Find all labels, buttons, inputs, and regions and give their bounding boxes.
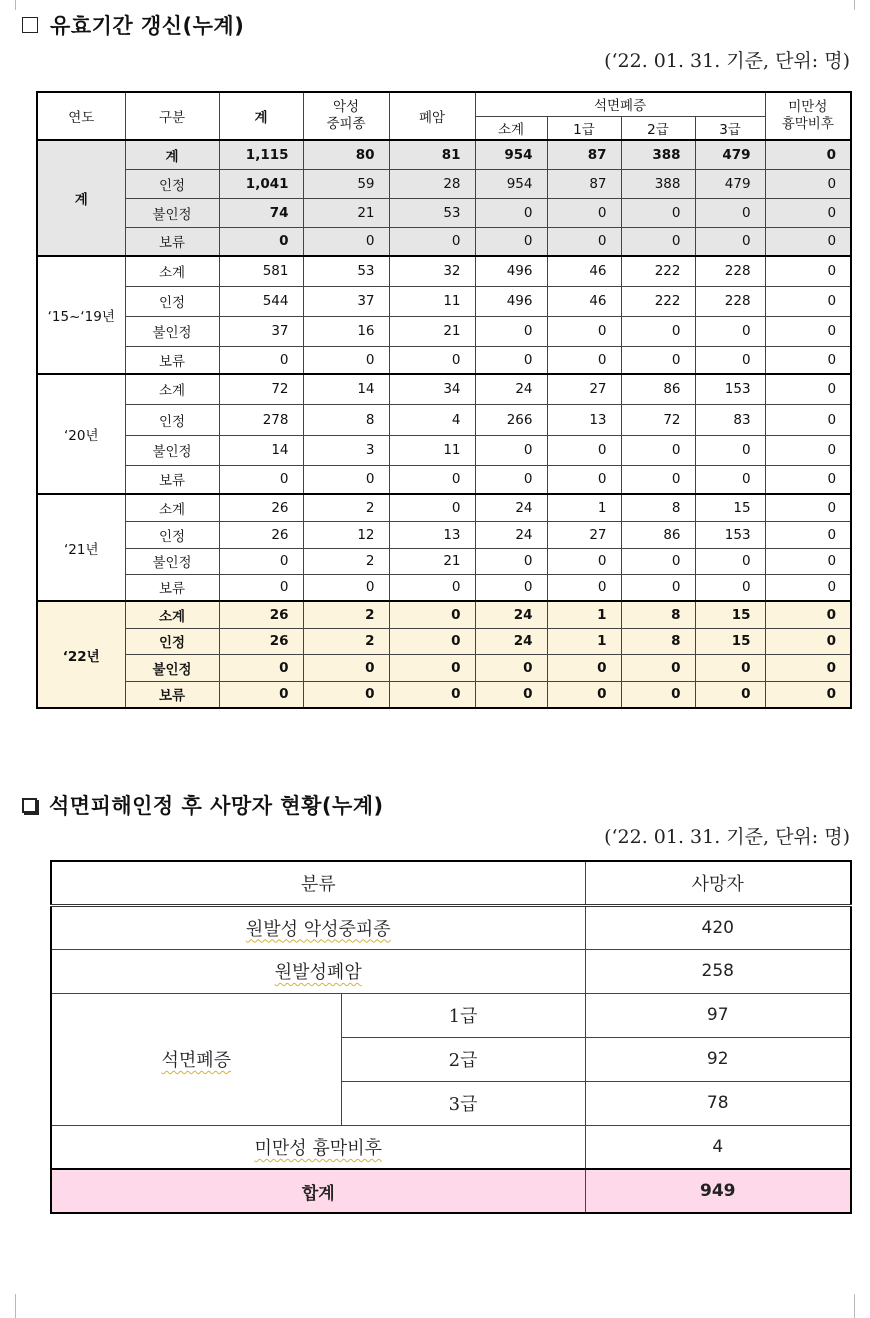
cell-value: 13 [389, 521, 475, 548]
deaths-label-diffuse-text: 미만성 흉막비후 [254, 1137, 382, 1159]
cell-value: 0 [475, 681, 547, 708]
cell-value: 496 [475, 286, 547, 316]
cell-value: 46 [547, 256, 621, 286]
cell-value: 222 [621, 256, 695, 286]
cell-value: 21 [389, 548, 475, 574]
cell-value: 0 [695, 465, 765, 494]
deaths-grade-value: 78 [585, 1081, 851, 1125]
cell-value: 26 [219, 521, 303, 548]
cell-value: 37 [219, 316, 303, 346]
cell-value: 0 [475, 316, 547, 346]
table-group [37, 140, 851, 256]
cell-value: 3 [303, 435, 389, 465]
cell-value: 0 [695, 548, 765, 574]
cell-value: 24 [475, 374, 547, 404]
table-row [37, 346, 851, 374]
row-category: 인정 [125, 404, 219, 435]
cell-value: 8 [621, 628, 695, 654]
table-row [37, 404, 851, 435]
cell-value: 496 [475, 256, 547, 286]
table-row [37, 681, 851, 708]
header-mesothelioma-line2: 중피종 [326, 116, 366, 132]
table-row [37, 628, 851, 654]
row-category: 불인정 [125, 316, 219, 346]
cell-value: 0 [547, 465, 621, 494]
cell-value: 0 [765, 521, 851, 548]
cell-value: 83 [695, 404, 765, 435]
cell-value: 0 [547, 198, 621, 227]
header-grade2: 2급 [621, 116, 695, 140]
cell-value: 0 [303, 465, 389, 494]
cell-value: 27 [547, 374, 621, 404]
cell-value: 0 [475, 227, 547, 256]
cell-value: 2 [303, 494, 389, 521]
row-category: 보류 [125, 227, 219, 256]
header-category: 구분 [125, 92, 219, 140]
cell-value: 0 [389, 628, 475, 654]
cell-value: 14 [219, 435, 303, 465]
cell-value: 153 [695, 521, 765, 548]
cell-value: 86 [621, 521, 695, 548]
cell-value: 0 [621, 574, 695, 601]
cell-value: 21 [389, 316, 475, 346]
cell-value: 0 [695, 574, 765, 601]
cell-value: 0 [475, 574, 547, 601]
cell-value: 0 [303, 227, 389, 256]
cell-value: 0 [621, 346, 695, 374]
cell-value: 0 [621, 548, 695, 574]
cell-value: 0 [765, 374, 851, 404]
cell-value: 26 [219, 601, 303, 628]
cell-value: 0 [219, 227, 303, 256]
deaths-row [51, 949, 851, 993]
page-corner-mark [854, 0, 864, 10]
cell-value: 11 [389, 286, 475, 316]
deaths-label-diffuse [51, 1125, 585, 1169]
cell-value: 87 [547, 140, 621, 169]
deaths-value-diffuse: 4 [585, 1125, 851, 1169]
cell-value: 0 [389, 574, 475, 601]
cell-value: 0 [389, 227, 475, 256]
cell-value: 12 [303, 521, 389, 548]
cell-value: 0 [389, 654, 475, 681]
row-category: 인정 [125, 521, 219, 548]
cell-value: 0 [621, 198, 695, 227]
cell-value: 21 [303, 198, 389, 227]
renewal-table [36, 91, 852, 709]
cell-value: 0 [547, 548, 621, 574]
header-lung-cancer: 폐암 [389, 92, 475, 140]
cell-value: 0 [765, 465, 851, 494]
group-year-label: ‘22년 [37, 601, 125, 708]
cell-value: 388 [621, 169, 695, 198]
cell-value: 0 [765, 574, 851, 601]
cell-value: 26 [219, 628, 303, 654]
header-year: 연도 [37, 92, 125, 140]
deaths-row [51, 1125, 851, 1169]
cell-value: 0 [765, 548, 851, 574]
cell-value: 11 [389, 435, 475, 465]
row-category: 인정 [125, 628, 219, 654]
cell-value: 0 [695, 346, 765, 374]
cell-value: 0 [621, 465, 695, 494]
cell-value: 0 [765, 316, 851, 346]
header-diffuse-line1: 미만성 [788, 99, 828, 116]
cell-value: 1 [547, 494, 621, 521]
table-row [37, 548, 851, 574]
cell-value: 0 [303, 574, 389, 601]
deaths-value-lung: 258 [585, 949, 851, 993]
cell-value: 0 [219, 574, 303, 601]
cell-value: 24 [475, 494, 547, 521]
group-year-label: ‘20년 [37, 374, 125, 494]
cell-value: 0 [219, 346, 303, 374]
row-category: 불인정 [125, 548, 219, 574]
row-category: 보류 [125, 346, 219, 374]
deaths-label-mesothelioma [51, 905, 585, 949]
cell-value: 0 [765, 494, 851, 521]
table-row [37, 435, 851, 465]
deaths-label-lung-text: 원발성폐암 [274, 962, 362, 983]
cell-value: 2 [303, 601, 389, 628]
cell-value: 24 [475, 601, 547, 628]
header-total: 계 [219, 92, 303, 140]
cell-value: 8 [621, 494, 695, 521]
cell-value: 0 [219, 654, 303, 681]
table-row [37, 169, 851, 198]
cell-value: 0 [475, 435, 547, 465]
header-mesothelioma-line1: 악성 [332, 99, 360, 116]
deaths-grade-label: 3급 [341, 1081, 585, 1125]
table-row [37, 494, 851, 521]
cell-value: 0 [475, 654, 547, 681]
cell-value: 222 [621, 286, 695, 316]
table-row [37, 374, 851, 404]
cell-value: 81 [389, 140, 475, 169]
cell-value: 0 [765, 628, 851, 654]
cell-value: 74 [219, 198, 303, 227]
cell-value: 544 [219, 286, 303, 316]
cell-value: 1 [547, 601, 621, 628]
cell-value: 954 [475, 169, 547, 198]
table-group [37, 601, 851, 708]
cell-value: 2 [303, 628, 389, 654]
cell-value: 228 [695, 256, 765, 286]
cell-value: 0 [547, 681, 621, 708]
cell-value: 0 [389, 681, 475, 708]
group-year-label: ‘21년 [37, 494, 125, 601]
cell-value: 26 [219, 494, 303, 521]
row-category: 불인정 [125, 435, 219, 465]
row-category: 소계 [125, 601, 219, 628]
cell-value: 0 [695, 681, 765, 708]
cell-value: 46 [547, 286, 621, 316]
cell-value: 24 [475, 628, 547, 654]
cell-value: 0 [695, 654, 765, 681]
cell-value: 0 [475, 548, 547, 574]
cell-value: 479 [695, 140, 765, 169]
cell-value: 0 [695, 198, 765, 227]
section2-title [22, 790, 384, 820]
deaths-header-row [51, 861, 851, 905]
cell-value: 8 [621, 601, 695, 628]
section1-title-text: 유효기간 갱신(누계) [50, 14, 245, 38]
header-grade1: 1급 [547, 116, 621, 140]
cell-value: 86 [621, 374, 695, 404]
row-category: 보류 [125, 574, 219, 601]
cell-value: 0 [765, 198, 851, 227]
cell-value: 581 [219, 256, 303, 286]
cell-value: 0 [547, 316, 621, 346]
table-row [37, 465, 851, 494]
cell-value: 24 [475, 521, 547, 548]
header-mesothelioma [303, 92, 389, 140]
cell-value: 15 [695, 628, 765, 654]
section1-note: (‘22. 01. 31. 기준, 단위: 명) [604, 50, 850, 72]
cell-value: 53 [389, 198, 475, 227]
deaths-grade-value: 92 [585, 1037, 851, 1081]
header-diffuse-pleural [765, 92, 851, 140]
deaths-label-lung [51, 949, 585, 993]
cell-value: 0 [303, 346, 389, 374]
cell-value: 0 [765, 346, 851, 374]
cell-value: 0 [547, 654, 621, 681]
cell-value: 53 [303, 256, 389, 286]
table-row [37, 601, 851, 628]
cell-value: 59 [303, 169, 389, 198]
row-category: 인정 [125, 169, 219, 198]
cell-value: 8 [303, 404, 389, 435]
deaths-label-asbestosis [51, 993, 341, 1125]
deaths-grade-label: 1급 [341, 993, 585, 1037]
header-diffuse-line2: 흉막비후 [781, 116, 834, 132]
table-row [37, 286, 851, 316]
cell-value: 87 [547, 169, 621, 198]
cell-value: 0 [219, 681, 303, 708]
cell-value: 27 [547, 521, 621, 548]
cell-value: 0 [389, 346, 475, 374]
cell-value: 0 [621, 316, 695, 346]
cell-value: 0 [475, 346, 547, 374]
row-category: 인정 [125, 286, 219, 316]
deaths-header-count: 사망자 [585, 861, 851, 905]
group-year-label: ‘15~‘19년 [37, 256, 125, 374]
cell-value: 0 [547, 346, 621, 374]
table-row [37, 140, 851, 169]
cell-value: 228 [695, 286, 765, 316]
cell-value: 15 [695, 601, 765, 628]
page-corner-mark [6, 1294, 16, 1318]
cell-value: 34 [389, 374, 475, 404]
cell-value: 278 [219, 404, 303, 435]
cell-value: 0 [765, 256, 851, 286]
deaths-table [50, 860, 852, 1214]
table-row [37, 198, 851, 227]
cell-value: 0 [621, 654, 695, 681]
cell-value: 13 [547, 404, 621, 435]
cell-value: 16 [303, 316, 389, 346]
checkbox-square-icon [22, 17, 38, 33]
header-subtotal: 소계 [475, 116, 547, 140]
cell-value: 1,041 [219, 169, 303, 198]
row-category: 소계 [125, 256, 219, 286]
row-category: 소계 [125, 494, 219, 521]
cell-value: 80 [303, 140, 389, 169]
cell-value: 4 [389, 404, 475, 435]
deaths-row [51, 993, 851, 1037]
cell-value: 0 [303, 654, 389, 681]
deaths-value-mesothelioma: 420 [585, 905, 851, 949]
cell-value: 153 [695, 374, 765, 404]
header-asbestosis: 석면폐증 [475, 92, 765, 116]
cell-value: 0 [765, 286, 851, 316]
row-category: 보류 [125, 681, 219, 708]
deaths-sum-row [51, 1169, 851, 1213]
section2-note: (‘22. 01. 31. 기준, 단위: 명) [604, 826, 850, 848]
cell-value: 0 [695, 435, 765, 465]
cell-value: 0 [547, 435, 621, 465]
checkbox-square-icon [22, 798, 37, 813]
cell-value: 72 [621, 404, 695, 435]
deaths-sum-value: 949 [585, 1169, 851, 1213]
row-category: 계 [125, 140, 219, 169]
cell-value: 0 [303, 681, 389, 708]
cell-value: 32 [389, 256, 475, 286]
page-corner-mark [6, 0, 16, 10]
header-grade3: 3급 [695, 116, 765, 140]
table-row [37, 227, 851, 256]
cell-value: 0 [621, 681, 695, 708]
renewal-table-header [37, 92, 851, 140]
cell-value: 0 [765, 140, 851, 169]
row-category: 불인정 [125, 198, 219, 227]
cell-value: 388 [621, 140, 695, 169]
row-category: 불인정 [125, 654, 219, 681]
cell-value: 0 [695, 316, 765, 346]
cell-value: 1,115 [219, 140, 303, 169]
table-row [37, 256, 851, 286]
cell-value: 0 [219, 465, 303, 494]
cell-value: 0 [765, 169, 851, 198]
table-group [37, 374, 851, 494]
cell-value: 266 [475, 404, 547, 435]
deaths-row [51, 905, 851, 949]
cell-value: 0 [765, 601, 851, 628]
table-row [37, 574, 851, 601]
row-category: 보류 [125, 465, 219, 494]
cell-value: 0 [765, 654, 851, 681]
cell-value: 72 [219, 374, 303, 404]
table-row [37, 316, 851, 346]
group-year-label: 계 [37, 140, 125, 256]
table-group [37, 256, 851, 374]
deaths-grade-value: 97 [585, 993, 851, 1037]
cell-value: 0 [621, 227, 695, 256]
deaths-sum-label: 합계 [51, 1169, 585, 1213]
deaths-label-asbestosis-text: 석면폐증 [161, 1050, 232, 1071]
section1-title [22, 10, 244, 40]
cell-value: 28 [389, 169, 475, 198]
cell-value: 0 [547, 574, 621, 601]
table-row [37, 654, 851, 681]
cell-value: 0 [389, 601, 475, 628]
cell-value: 0 [765, 404, 851, 435]
cell-value: 2 [303, 548, 389, 574]
table-group [37, 494, 851, 601]
deaths-header-category: 분류 [51, 861, 585, 905]
cell-value: 0 [389, 465, 475, 494]
cell-value: 479 [695, 169, 765, 198]
cell-value: 0 [219, 548, 303, 574]
cell-value: 0 [765, 435, 851, 465]
cell-value: 0 [547, 227, 621, 256]
row-category: 소계 [125, 374, 219, 404]
cell-value: 0 [765, 227, 851, 256]
cell-value: 14 [303, 374, 389, 404]
cell-value: 1 [547, 628, 621, 654]
cell-value: 0 [621, 435, 695, 465]
cell-value: 0 [475, 465, 547, 494]
cell-value: 0 [389, 494, 475, 521]
cell-value: 0 [695, 227, 765, 256]
cell-value: 954 [475, 140, 547, 169]
deaths-grade-label: 2급 [341, 1037, 585, 1081]
page-corner-mark [854, 1294, 864, 1318]
table-row [37, 521, 851, 548]
deaths-label-mesothelioma-text: 원발성 악성중피종 [245, 918, 391, 940]
cell-value: 37 [303, 286, 389, 316]
cell-value: 0 [765, 681, 851, 708]
cell-value: 0 [475, 198, 547, 227]
section2-title-text: 석면피해인정 후 사망자 현황(누계) [49, 794, 384, 818]
cell-value: 15 [695, 494, 765, 521]
